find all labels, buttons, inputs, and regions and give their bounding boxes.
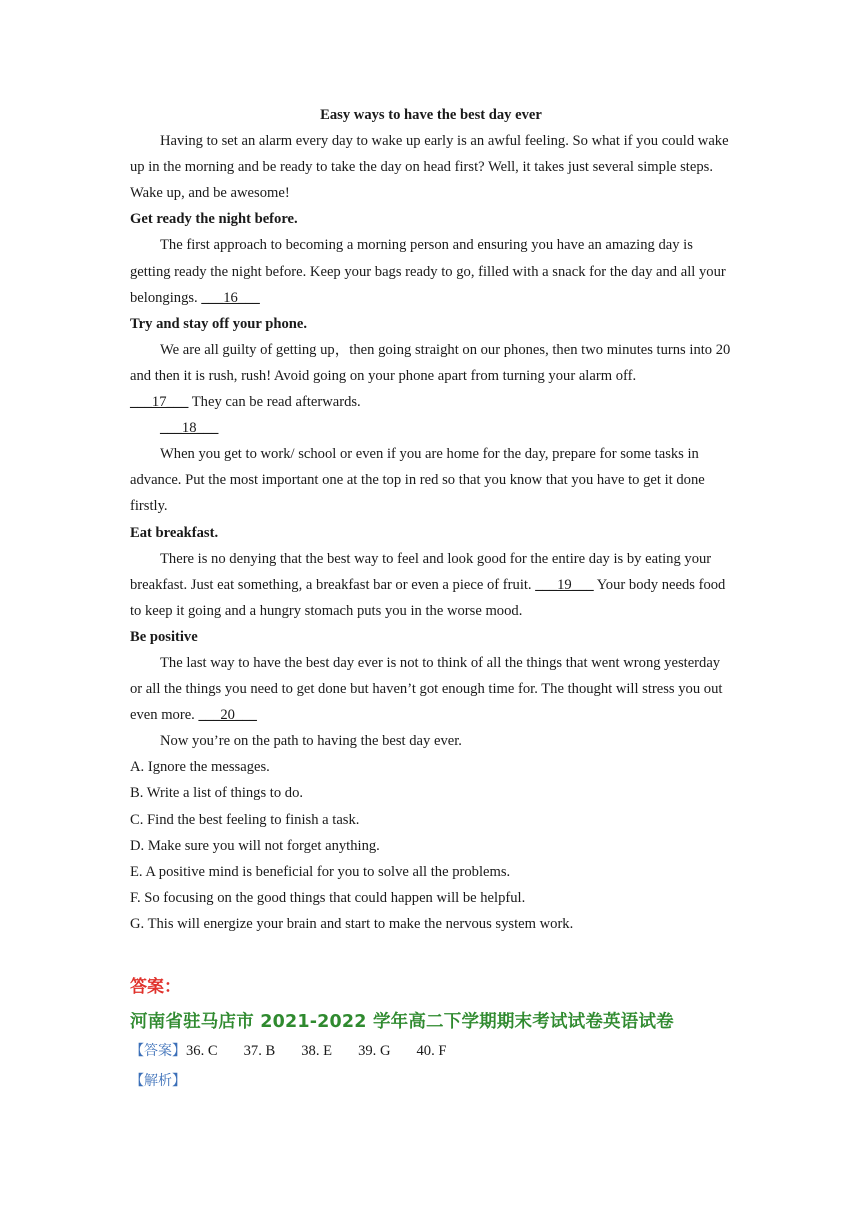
section-heading-2: Try and stay off your phone. [130, 315, 308, 332]
section-text-1: The first approach to becoming a morning person and ensuring you have an amazing day is getting ready the night before. Keep your bags ready to go, filled with a snack for the day and all your belongings. [130, 237, 726, 306]
blank-19: ___19___ [535, 576, 594, 593]
section-heading-5: Be positive [130, 628, 198, 645]
option-b: B. Write a list of things to do. [130, 785, 304, 802]
answer-36: 36. C [186, 1043, 218, 1059]
blank-17-line [130, 389, 732, 415]
blank-16: ___16___ [201, 289, 260, 306]
option-g: G. This will energize your brain and start to make the nervous system work. [130, 915, 574, 932]
section-text-4: There is no denying that the best way to feel and look good for the entire day is by eating your breakfast. Just eat something, a breakfast bar or even a piece of fruit. [130, 550, 712, 593]
section-paragraph-3: When you get to work/ school or even if you are home for the day, prepare for some tasks in advance. Put the most important one at the top in red so that you know that you have to get it done firstly. [130, 446, 705, 515]
answer-40: 40. F [416, 1043, 447, 1059]
answer-38: 38. E [301, 1043, 333, 1059]
answer-37: 37. B [243, 1043, 276, 1059]
blank-20: ___20___ [198, 707, 257, 724]
answer-line [130, 1040, 473, 1060]
section-paragraph-2: We are all guilty of getting up，then going straight on our phones, then two minutes turns into 20 and then it is rush, rush! Avoid going on your phone apart from turning your alarm off. [130, 341, 731, 384]
passage [130, 102, 732, 937]
section-text-5: The last way to have the best day ever is not to think of all the things that went wrong yesterday or all the things you need to get done but haven’t got enough time for. The thought will stress you out even more. [130, 654, 723, 724]
section-heading-4: Eat breakfast. [130, 524, 219, 541]
option-c: C. Find the best feeling to finish a task. [130, 811, 360, 828]
analysis-label: 【解析】 [130, 1073, 186, 1089]
blank-17: ___17___ [130, 394, 189, 411]
answer-heading: 答案： [130, 977, 181, 997]
passage-title: Easy ways to have the best day ever [320, 107, 542, 123]
closing-paragraph: Now you’re on the path to having the best day ever. [160, 733, 462, 750]
answer-39: 39. G [358, 1043, 391, 1059]
section-paragraph-5 [130, 650, 732, 728]
blank-17-after: They can be read afterwards. [188, 394, 361, 411]
answer-label: 【答案】 [130, 1043, 186, 1059]
option-a: A. Ignore the messages. [130, 759, 270, 776]
blank-18: ___18___ [160, 420, 219, 437]
source-title: 河南省驻马店市 2021-2022 学年高二下学期期末考试试卷英语试卷 [130, 1012, 674, 1032]
intro-paragraph: Having to set an alarm every day to wake up early is an awful feeling. So what if you could wake up in the morning and be ready to take the day on head first? Well, it takes just several simple steps. Wake up, and be awesome! [130, 133, 729, 202]
section-text-4-after: Your body needs food to keep it going and a hungry stomach puts you in the worse mood. [130, 576, 726, 619]
option-e: E. A positive mind is beneficial for you to solve all the problems. [130, 863, 511, 880]
option-d: D. Make sure you will not forget anything. [130, 837, 380, 854]
option-f: F. So focusing on the good things that could happen will be helpful. [130, 889, 526, 906]
section-heading-1: Get ready the night before. [130, 211, 298, 228]
section-paragraph-4 [130, 546, 732, 624]
section-paragraph-1 [130, 232, 732, 310]
blank-18-line [130, 415, 732, 441]
